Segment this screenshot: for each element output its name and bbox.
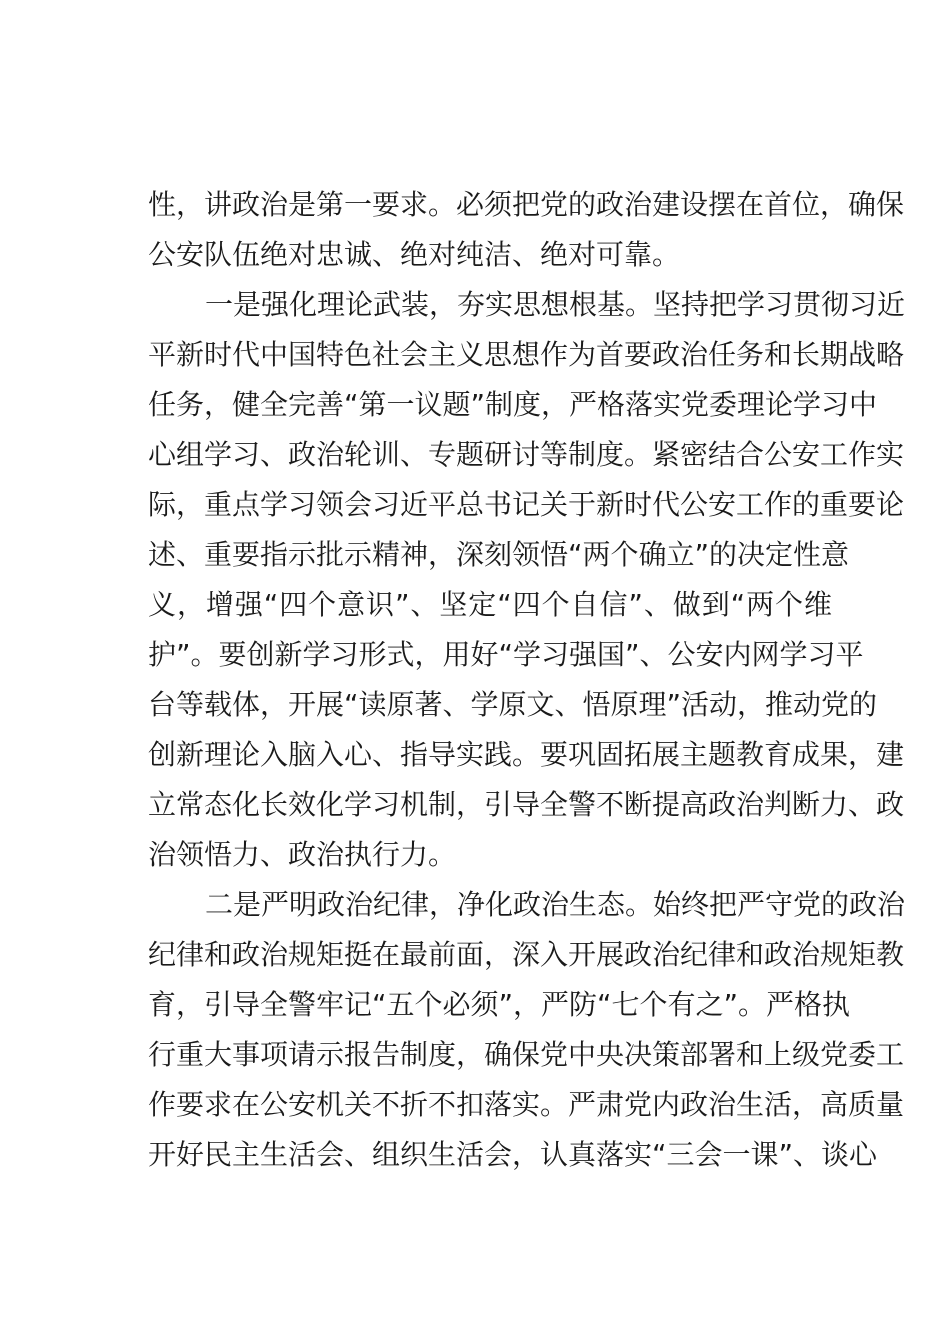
paragraph-2-line: 二是严明政治纪律，净化政治生态。始终把严守党的政治 [205,888,906,921]
paragraph-2-line: 行重大事项请示报告制度，确保党中央决策部署和上级党委工 [148,1038,905,1071]
paragraph-1-line: 心组学习、政治轮训、专题研讨等制度。紧密结合公安工作实 [148,438,905,471]
paragraph-2-line: 纪律和政治规矩挺在最前面，深入开展政治纪律和政治规矩教 [148,938,905,971]
paragraph-1-line: 述、重要指示批示精神，深刻领悟“两个确立”的决定性意 [148,538,850,571]
paragraph-0-line: 性，讲政治是第一要求。必须把党的政治建设摆在首位，确保 [148,188,905,221]
paragraph-1-line: 立常态化长效化学习机制，引导全警不断提高政治判断力、政 [148,788,905,821]
paragraph-1-line: 义，增强“四个意识”、坚定“四个自信”、做到“两个维 [148,588,832,621]
paragraph-1-line: 护”。要创新学习形式，用好“学习强国”、公安内网学习平 [148,638,864,671]
paragraph-1-line: 治领悟力、政治执行力。 [148,838,457,871]
paragraph-1-line: 平新时代中国特色社会主义思想作为首要政治任务和长期战略 [148,338,905,371]
paragraph-1-line: 际，重点学习领会习近平总书记关于新时代公安工作的重要论 [148,488,905,521]
paragraph-2-line: 育，引导全警牢记“五个必须”，严防“七个有之”。严格执 [148,988,851,1021]
document-body [148,180,906,1180]
paragraph-0-line: 公安队伍绝对忠诚、绝对纯洁、绝对可靠。 [148,238,681,271]
paragraph-1-line: 创新理论入脑入心、指导实践。要巩固拓展主题教育成果，建 [148,738,905,771]
paragraph-1-line: 台等载体，开展“读原著、学原文、悟原理”活动，推动党的 [148,688,878,721]
paragraph-2-line: 作要求在公安机关不折不扣落实。严肃党内政治生活，高质量 [148,1088,905,1121]
paragraph-1-line: 一是强化理论武装，夯实思想根基。坚持把学习贯彻习近 [205,288,906,321]
paragraph-1-line: 任务，健全完善“第一议题”制度，严格落实党委理论学习中 [148,388,878,421]
paragraph-2-line: 开好民主生活会、组织生活会，认真落实“三会一课”、谈心 [148,1138,878,1171]
